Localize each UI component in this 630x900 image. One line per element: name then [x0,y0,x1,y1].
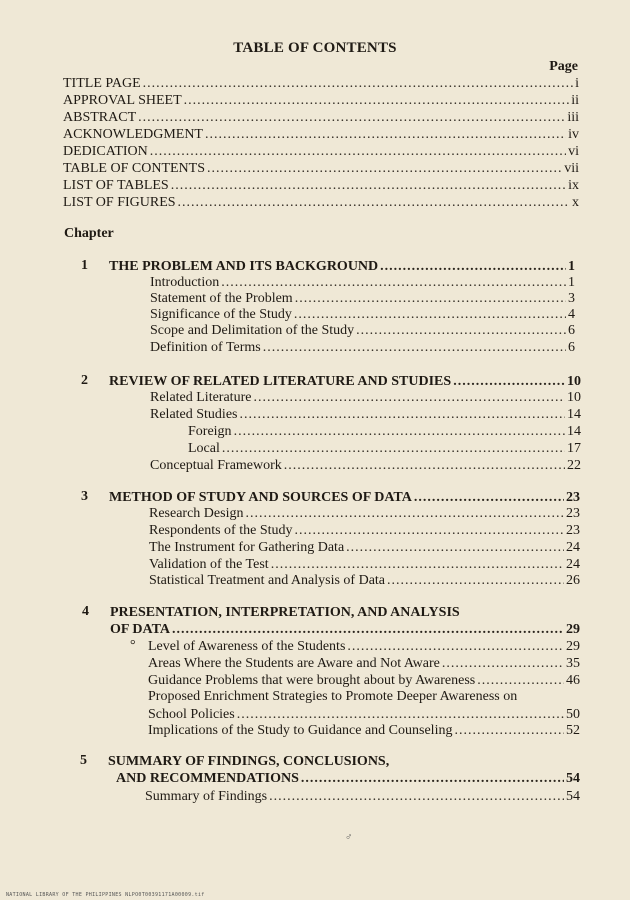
toc-entry: Significance of the Study ..... 4 [150,306,575,323]
toc-entry: LIST OF TABLES ..... ix [63,177,579,194]
chapter-heading: Chapter [64,226,114,241]
scan-footer: NATIONAL LIBRARY OF THE PHILIPPINES NLPO0T00391171A00009.tif [6,892,205,898]
chapter-title: THE PROBLEM AND ITS BACKGROUND ..... 1 [109,258,575,275]
chapter-title: METHOD OF STUDY AND SOURCES OF DATA ..... 23 [109,489,580,506]
toc-entry: Research Design ..... 23 [149,505,580,522]
toc-entry: School Policies ..... 50 [148,706,580,723]
toc-entry: Areas Where the Students are Aware and Not Aware ..... 35 [148,655,580,672]
toc-entry: TABLE OF CONTENTS ..... vii [63,160,579,177]
chapter-title: REVIEW OF RELATED LITERATURE AND STUDIES ..... 10 [109,373,581,390]
toc-entry: Implications of the Study to Guidance and Counseling ..... 52 [148,722,580,739]
toc-entry: Definition of Terms ..... 6 [150,339,575,356]
toc-entry: Scope and Delimitation of the Study ..... 6 [150,322,575,339]
toc-entry: ABSTRACT ..... iii [63,109,579,126]
chapter-title-continued: AND RECOMMENDATIONS ..... 54 [116,770,580,787]
chapter-title-continued: OF DATA ..... 29 [110,621,580,638]
toc-entry: Statistical Treatment and Analysis of Data ..... 26 [149,572,580,589]
toc-entry: Statement of the Problem ..... 3 [150,290,575,307]
toc-entry: Introduction ..... 1 [150,274,575,291]
chapter-number: 3 [81,489,88,504]
toc-entry: Conceptual Framework ..... 22 [150,457,581,474]
toc-entry: ACKNOWLEDGMENT ..... iv [63,126,579,143]
chapter-number: 1 [81,258,88,273]
chapter-number: 2 [81,373,88,388]
scan-mark: ♂ [345,832,353,843]
toc-entry: TITLE PAGE ..... i [63,75,579,92]
toc-entry: Level of Awareness of the Students ..... 29 [148,638,580,655]
toc-entry: Respondents of the Study ..... 23 [149,522,580,539]
page-column-label: Page [549,59,578,74]
chapter-number: 4 [82,604,89,619]
chapter-title: PRESENTATION, INTERPRETATION, AND ANALYSIS [110,605,460,620]
toc-entry: Summary of Findings ..... 54 [145,788,580,805]
toc-entry: APPROVAL SHEET ..... ii [63,92,579,109]
toc-entry: Foreign ..... 14 [188,423,581,440]
bullet-mark: ° [130,638,136,653]
chapter-number: 5 [80,753,87,768]
toc-entry-line1: Proposed Enrichment Strategies to Promote Deeper Awareness on [148,689,518,704]
page-title: TABLE OF CONTENTS [233,40,397,56]
toc-entry: LIST OF FIGURES ..... x [63,194,579,211]
toc-entry: Validation of the Test ..... 24 [149,556,580,573]
toc-entry: Guidance Problems that were brought about by Awareness ..... 46 [148,672,580,689]
toc-entry: Related Studies ..... 14 [150,406,581,423]
toc-entry: The Instrument for Gathering Data ..... 24 [149,539,580,556]
toc-entry: DEDICATION ..... vi [63,143,579,160]
toc-entry: Related Literature ..... 10 [150,389,581,406]
chapter-title: SUMMARY OF FINDINGS, CONCLUSIONS, [108,754,390,769]
toc-entry: Local ..... 17 [188,440,581,457]
